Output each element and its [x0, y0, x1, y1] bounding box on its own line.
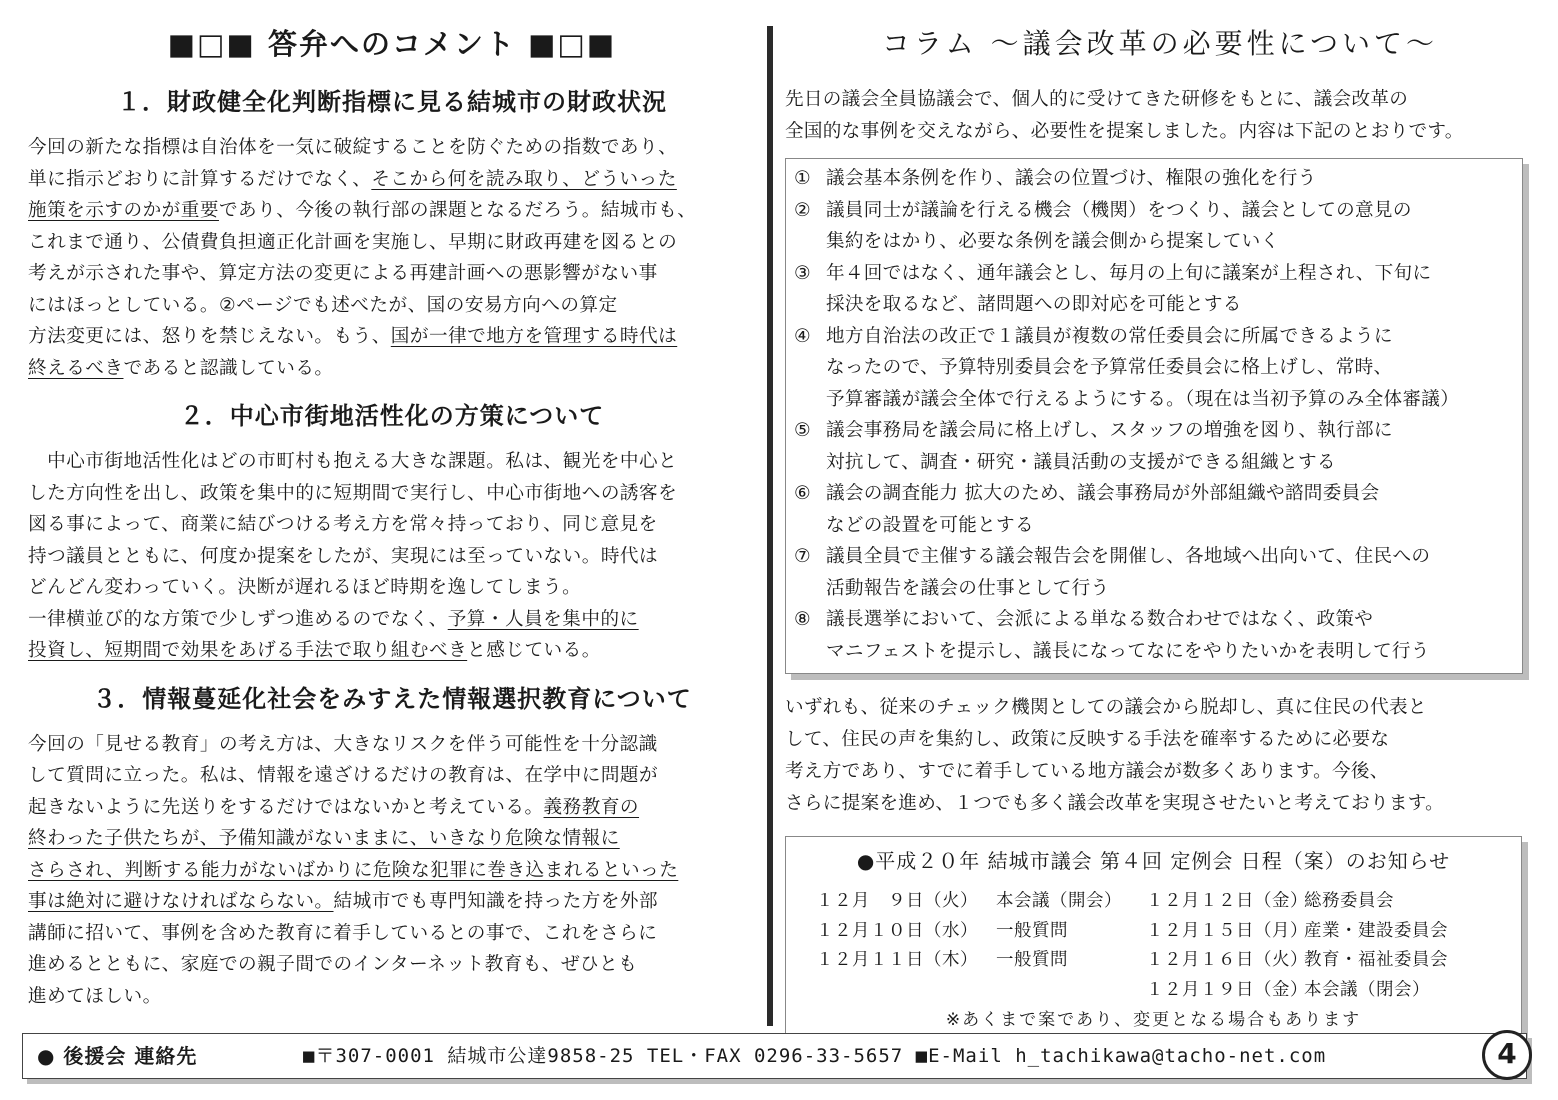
text-line: 今回の「見せる教育」の考え方は、大きなリスクを伴う可能性を十分認識: [28, 733, 658, 755]
list-item: ④ 地方自治法の改正で１議員が複数の常任委員会に所属できるように なったので、予算特別委員会を予算常任委員会に格上げし、常時、 予算審議が議会全体で行えるようにする。（現在は当初予算のみ全体審議）: [794, 321, 1512, 416]
page-title: ■□■ 答弁へのコメント ■□■: [167, 27, 617, 61]
section-title: ３．情報蔓延化社会をみすえた情報選択教育について: [92, 684, 692, 713]
schedule-row: １２月１０日（水） 一般質問 １２月１５日（月） 産業・建設委員会: [816, 920, 1448, 941]
schedule-title: ●平成２０年 結城市議会 第４回 定例会 日程（案）のお知らせ: [856, 849, 1451, 873]
section-title: １．財政健全化判断指標に見る結城市の財政状況: [117, 88, 667, 116]
list-item: ⑥ 議会の調査能力 拡大のため、議会事務局が外部組織や諮問委員会 などの設置を可能とする: [794, 478, 1512, 541]
schedule-row: １２月１１日（木） 一般質問 １２月１６日（火） 教育・福祉委員会: [816, 950, 1448, 970]
text-line: 事は絶対に避けなければならない。結城市でも専門知識を持った方を外部: [28, 891, 659, 912]
list-item: ⑧ 議長選挙において、会派による単なる数合わせではなく、政策や マニフェストを提示し、議長になってなにをやりたいかを表明して行う: [794, 604, 1512, 667]
item-number: ④: [794, 325, 811, 347]
schedule-table: [816, 887, 1448, 1005]
text-line: 持つ議員とともに、何度か提案をしたが、実現には至っていない。時代は: [28, 545, 659, 567]
section-title: ２．中心市街地活性化の方策について: [179, 402, 605, 430]
text-line: 考え方であり、すでに着手している地方議会が数多くあります。今後、: [785, 761, 1389, 782]
column-title: コラム ～議会改革の必要性について～: [881, 27, 1439, 60]
schedule-row: １２月 ９日（火） 本会議（開会） １２月１２日（金） 総務委員会: [816, 891, 1394, 911]
text-line: した方向性を出し、政策を集中的に短期間で実行し、中心市街地への誘客を: [28, 482, 678, 504]
contact-info: ■〒307-0001 結城市公達9858-25 TEL・FAX 0296-33-5657 ■E-Mail h_tachikawa@tacho-net.com: [303, 1045, 1327, 1067]
list-item: ① 議会基本条例を作り、議会の位置づけ、権限の強化を行う: [794, 163, 1512, 195]
schedule-row: １２月１９日（金） 本会議（閉会）: [1146, 979, 1430, 1000]
text-line: さらされ、判断する能力がないばかりに危険な犯罪に巻き込まれるといった: [28, 859, 679, 881]
text-line: 投資し、短期間で効果をあげる手法で取り組むべきと感じている。: [28, 640, 601, 661]
text-line: 終わった子供たちが、予備知識がないままに、いきなり危険な情報に: [28, 828, 620, 849]
section-2: [28, 396, 756, 667]
text-line: にはほっとしている。②ページでも述べたが、国の安易方向への算定: [28, 294, 618, 316]
text-line: 進めてほしい。: [28, 985, 162, 1007]
text-line: 単に指示どおりに計算するだけでなく、そこから何を読み取り、どういった: [28, 168, 677, 190]
text-line: 先日の議会全員協議会で、個人的に受けてきた研修をもとに、議会改革の: [785, 89, 1409, 110]
schedule-box: [785, 836, 1522, 1034]
text-line: 起きないように先送りをするだけではないかと考えている。義務教育の: [28, 796, 640, 818]
column-summary: [785, 692, 1535, 820]
list-item: ⑤ 議会事務局を議会局に格上げし、スタッフの増強を図り、執行部に 対抗して、調査・研究・議員活動の支援ができる組織とする: [794, 415, 1512, 478]
item-number: ②: [794, 199, 811, 221]
text-line: 終えるべきであると認識している。: [28, 357, 334, 379]
text-line: どんどん変わっていく。決断が遅れるほど時期を逸してしまう。: [28, 577, 582, 598]
contact-footer: [22, 1033, 1527, 1079]
text-line: 方法変更には、怒りを禁じえない。もう、国が一律で地方を管理する時代は: [28, 326, 678, 347]
text-line: さらに提案を進め、１つでも多く議会改革を実現させたいと考えております。: [785, 793, 1445, 814]
reform-list: [785, 158, 1523, 674]
page-number: 4: [1482, 1030, 1532, 1080]
item-number: ⑦: [794, 546, 811, 567]
text-line: 進めるとともに、家庭での親子間でのインターネット教育も、ぜひとも: [28, 954, 638, 975]
column-intro: [785, 84, 1535, 148]
section-body: [28, 132, 756, 384]
item-number: ③: [794, 262, 811, 284]
support-label: ● 後援会 連絡先: [37, 1044, 198, 1068]
text-line: 施策を示すのかが重要であり、今後の執行部の課題となるだろう。結城市も、: [28, 200, 697, 221]
text-line: 中心市街地活性化はどの市町村も抱える大きな課題。私は、観光を中心と: [28, 451, 678, 472]
section-body: [28, 446, 756, 667]
list-item: ⑦ 議員全員で主催する議会報告会を開催し、各地域へ出向いて、住民への 活動報告を議会の仕事として行う: [794, 541, 1512, 604]
list-item: ② 議員同士が議論を行える機会（機関）をつくり、議会としての意見の 集約をはかり、必要な条例を議会側から提案していく: [794, 195, 1512, 258]
section-body: [28, 729, 756, 1013]
item-number: ①: [794, 168, 811, 189]
text-line: 一律横並び的な方策で少しずつ進めるのでなく、予算・人員を集中的に: [28, 608, 639, 630]
list-item: ③ 年４回ではなく、通年議会とし、毎月の上旬に議案が上程され、下旬に 採決を取るなど、諸問題への即対応を可能とする: [794, 258, 1512, 321]
text-line: 全国的な事例を交えながら、必要性を提案しました。内容は下記のとおりです。: [785, 121, 1464, 142]
text-line: これまで通り、公債費負担適正化計画を実施し、早期に財政再建を図るとの: [28, 231, 678, 253]
section-1: [28, 82, 756, 384]
column-divider: [767, 26, 773, 1026]
text-line: 講師に招いて、事例を含めた教育に着手しているとの事で、これをさらに: [28, 922, 658, 944]
text-line: 今回の新たな指標は自治体を一気に破綻することを防ぐための指数であり、: [28, 137, 678, 158]
text-line: して、住民の声を集約し、政策に反映する手法を確率するために必要な: [785, 729, 1390, 750]
text-line: いずれも、従来のチェック機関としての議会から脱却し、真に住民の代表と: [785, 697, 1427, 718]
text-line: して質問に立った。私は、情報を遠ざけるだけの教育は、在学中に問題が: [28, 765, 659, 786]
section-3: [28, 679, 756, 1013]
item-number: ⑧: [794, 609, 811, 630]
item-number: ⑤: [794, 420, 811, 441]
schedule-note: ※あくまで案であり、変更となる場合もあります: [945, 1010, 1362, 1030]
text-line: 図る事によって、商業に結びつける考え方を常々持っており、同じ意見を: [28, 514, 658, 535]
item-number: ⑥: [794, 483, 811, 504]
right-column: [785, 18, 1535, 1034]
text-line: 考えが示された事や、算定方法の変更による再建計画への悪影響がない事: [28, 263, 658, 284]
left-column: [28, 18, 756, 1012]
